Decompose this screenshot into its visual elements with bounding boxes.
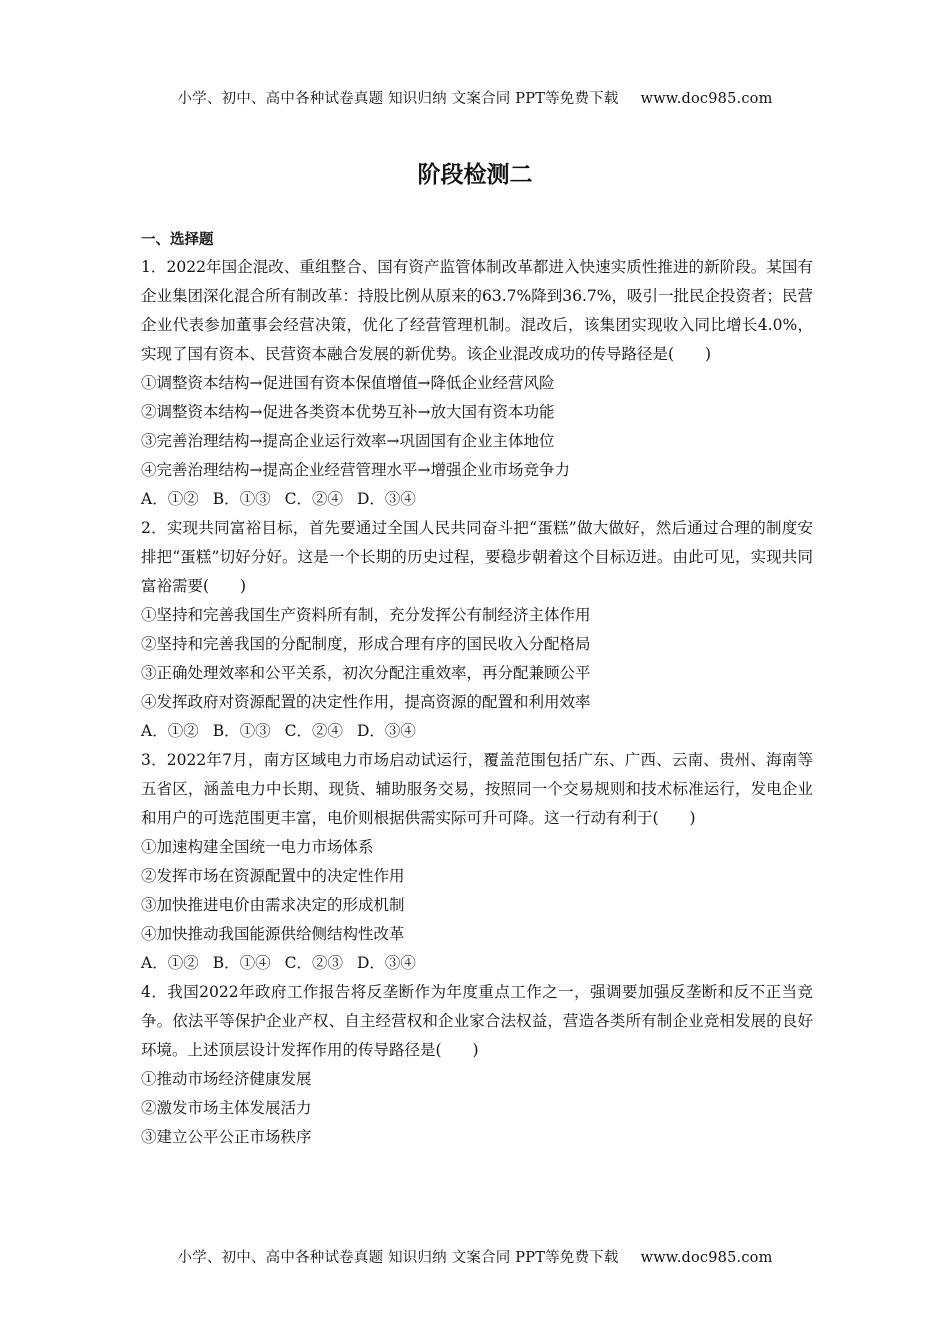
question-stem: 2．实现共同富裕目标，首先要通过全国人民共同奋斗把“蛋糕”做大做好，然后通过合理的制度安排把“蛋糕”切好分好。这是一个长期的历史过程，要稳步朝着这个目标迈进。由此可见，实现共同富裕需要( ) [141,519,813,595]
answer-choices [141,949,813,978]
answer-choice: C．②③ [284,954,343,972]
question-option: ③加快推进电价由需求决定的形成机制 [141,896,405,914]
page-title: 阶段检测二 [417,162,533,188]
answer-choices [141,485,813,514]
question-2 [141,514,813,746]
footer-url[interactable]: www.doc985.com [640,1250,773,1266]
question-option: ④完善治理结构→提高企业经营管理水平→增强企业市场竞争力 [141,461,570,479]
answer-choice: B．①④ [212,954,271,972]
question-4 [141,978,813,1152]
answer-choice: B．①③ [212,722,271,740]
section-heading: 一、选择题 [141,232,214,248]
question-option: ②调整资本结构→促进各类资本优势互补→放大国有资本功能 [141,403,555,421]
answer-choice: B．①③ [212,490,271,508]
answer-choice: C．②④ [284,490,343,508]
question-option: ②坚持和完善我国的分配制度，形成合理有序的国民收入分配格局 [141,635,591,653]
answer-choice: D．③④ [356,722,416,740]
answer-choice: A．①② [141,490,199,508]
question-option: ④加快推动我国能源供给侧结构性改革 [141,925,405,943]
question-option: ②发挥市场在资源配置中的决定性作用 [141,867,405,885]
footer-text: 小学、初中、高中各种试卷真题 知识归纳 文案合同 PPT等免费下载 [177,1250,619,1266]
question-option: ①推动市场经济健康发展 [141,1070,312,1088]
answer-choice: C．②④ [284,722,343,740]
header-url[interactable]: www.doc985.com [640,91,773,107]
question-option: ④发挥政府对资源配置的决定性作用，提高资源的配置和利用效率 [141,693,591,711]
question-stem: 3．2022年7月，南方区域电力市场启动试运行，覆盖范围包括广东、广西、云南、贵州、海南等五省区，涵盖电力中长期、现货、辅助服务交易，按照同一个交易规则和技术标准运行，发电企业和用户的可选范围更丰富，电价则根据供需实际可升可降。这一行动有利于( ) [141,751,813,827]
question-option: ①调整资本结构→促进国有资本保值增值→降低企业经营风险 [141,374,555,392]
question-option: ②激发市场主体发展活力 [141,1099,312,1117]
answer-choice: A．①② [141,954,199,972]
answer-choice: A．①② [141,722,199,740]
answer-choice: D．③④ [356,490,416,508]
question-3 [141,746,813,978]
question-option: ③建立公平公正市场秩序 [141,1128,312,1146]
question-option: ③正确处理效率和公平关系，初次分配注重效率，再分配兼顾公平 [141,664,591,682]
answer-choice: D．③④ [356,954,416,972]
page-footer [0,1246,950,1267]
answer-choices [141,717,813,746]
page-header [0,87,950,108]
question-stem: 1．2022年国企混改、重组整合、国有资产监管体制改革都进入快速实质性推进的新阶段。某国有企业集团深化混合所有制改革：持股比例从原来的63.7%降到36.7%，吸引一批民企投资者；民营企业代表参加董事会经营决策，优化了经营管理机制。混改后，该集团实现收入同比增长4.0%，实现了国有资本、民营资本融合发展的新优势。该企业混改成功的传导路径是( ) [141,258,813,363]
question-stem: 4．我国2022年政府工作报告将反垄断作为年度重点工作之一，强调要加强反垄断和反不正当竞争。依法平等保护企业产权、自主经营权和企业家合法权益，营造各类所有制企业竞相发展的良好环境。上述顶层设计发挥作用的传导路径是( ) [141,983,813,1059]
question-option: ①加速构建全国统一电力市场体系 [141,838,374,856]
question-option: ①坚持和完善我国生产资料所有制，充分发挥公有制经济主体作用 [141,606,591,624]
question-list [141,228,813,1152]
header-text: 小学、初中、高中各种试卷真题 知识归纳 文案合同 PPT等免费下载 [177,91,619,107]
question-1 [141,253,813,514]
question-option: ③完善治理结构→提高企业运行效率→巩固国有企业主体地位 [141,432,555,450]
